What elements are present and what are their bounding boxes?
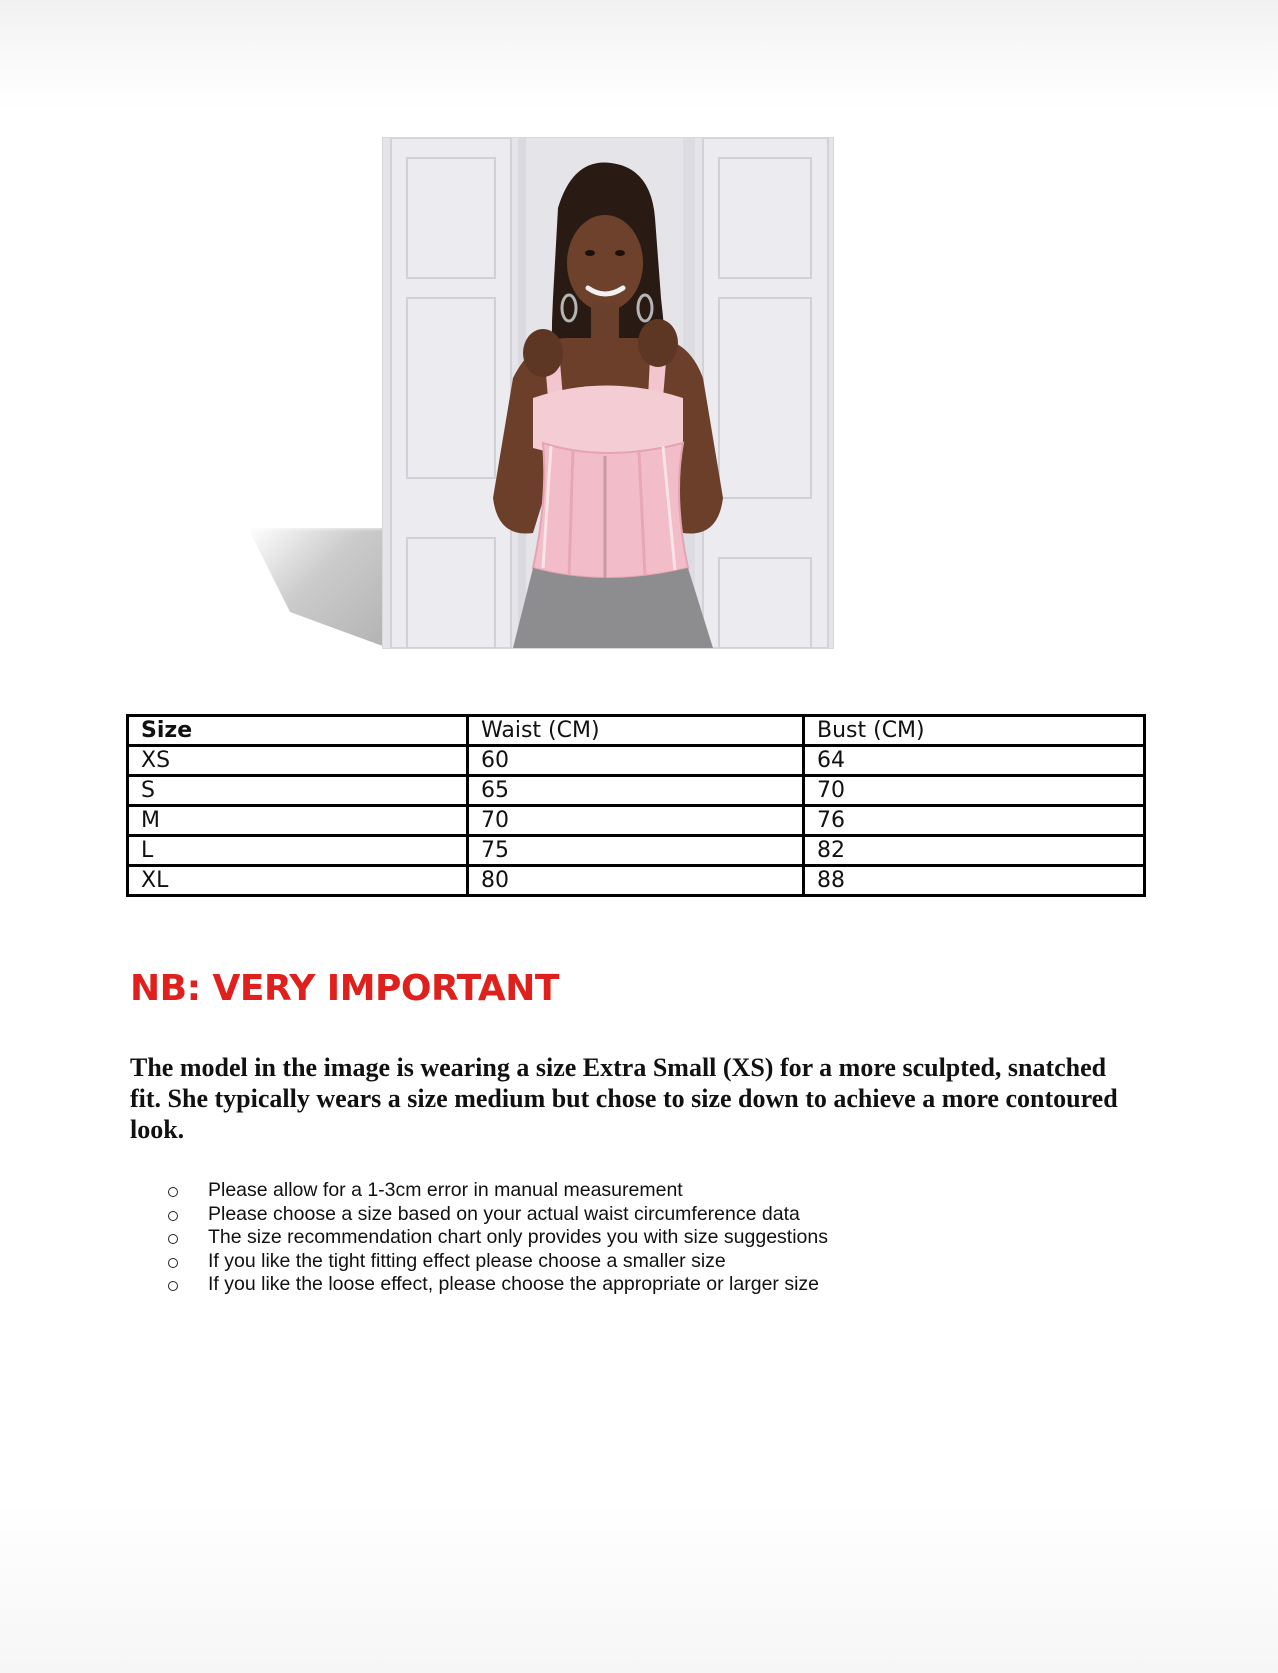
table-cell-bust: 70 [804,776,1145,806]
product-photo [382,137,834,649]
list-item [165,1179,828,1203]
table-cell-waist: 70 [468,806,804,836]
table-cell-bust: 88 [804,866,1145,896]
list-item [165,1203,828,1227]
hollow-bullet-icon [168,1187,178,1197]
table-cell-size: S [128,776,468,806]
hollow-bullet-icon [168,1234,178,1244]
photo-drop-shadow [248,528,388,648]
table-cell-size: M [128,806,468,836]
list-item [165,1226,828,1250]
table-header-row [128,716,1145,746]
table-cell-bust: 76 [804,806,1145,836]
model-size-note: The model in the image is wearing a size Extra Small (XS) for a more sculpted, snatched fit. She typically wears a size medium but chose to size down to achieve a more contoured look. [130,1053,1118,1144]
table-cell-waist: 80 [468,866,804,896]
model-wearing-corset-illustration [383,138,833,648]
table-cell-waist: 75 [468,836,804,866]
table-row [128,746,1145,776]
important-heading: NB: VERY IMPORTANT [130,968,559,1009]
sizing-tips-list [165,1179,828,1297]
size-chart-table [126,714,1146,897]
table-cell-waist: 60 [468,746,804,776]
tip-text: Please allow for a 1-3cm error in manual measurement [208,1179,683,1201]
tip-text: If you like the tight fitting effect please choose a smaller size [208,1249,726,1272]
table-row [128,836,1145,866]
header-waist: Waist (CM) [468,716,804,746]
tip-text: Please choose a size based on your actual waist circumference data [208,1202,800,1225]
table-cell-waist: 65 [468,776,804,806]
hollow-bullet-icon [168,1258,178,1268]
list-item [165,1273,828,1297]
table-cell-bust: 64 [804,746,1145,776]
list-item [165,1250,828,1274]
table-cell-size: XS [128,746,468,776]
table-row [128,776,1145,806]
table-row [128,866,1145,896]
hollow-bullet-icon [168,1211,178,1221]
tip-text: The size recommendation chart only provides you with size suggestions [208,1226,828,1248]
hollow-bullet-icon [168,1281,178,1291]
tip-text: If you like the loose effect, please choose the appropriate or larger size [208,1273,820,1295]
header-size: Size [128,716,468,746]
table-cell-size: XL [128,866,468,896]
table-cell-size: L [128,836,468,866]
table-cell-bust: 82 [804,836,1145,866]
header-bust: Bust (CM) [804,716,1145,746]
table-row [128,806,1145,836]
